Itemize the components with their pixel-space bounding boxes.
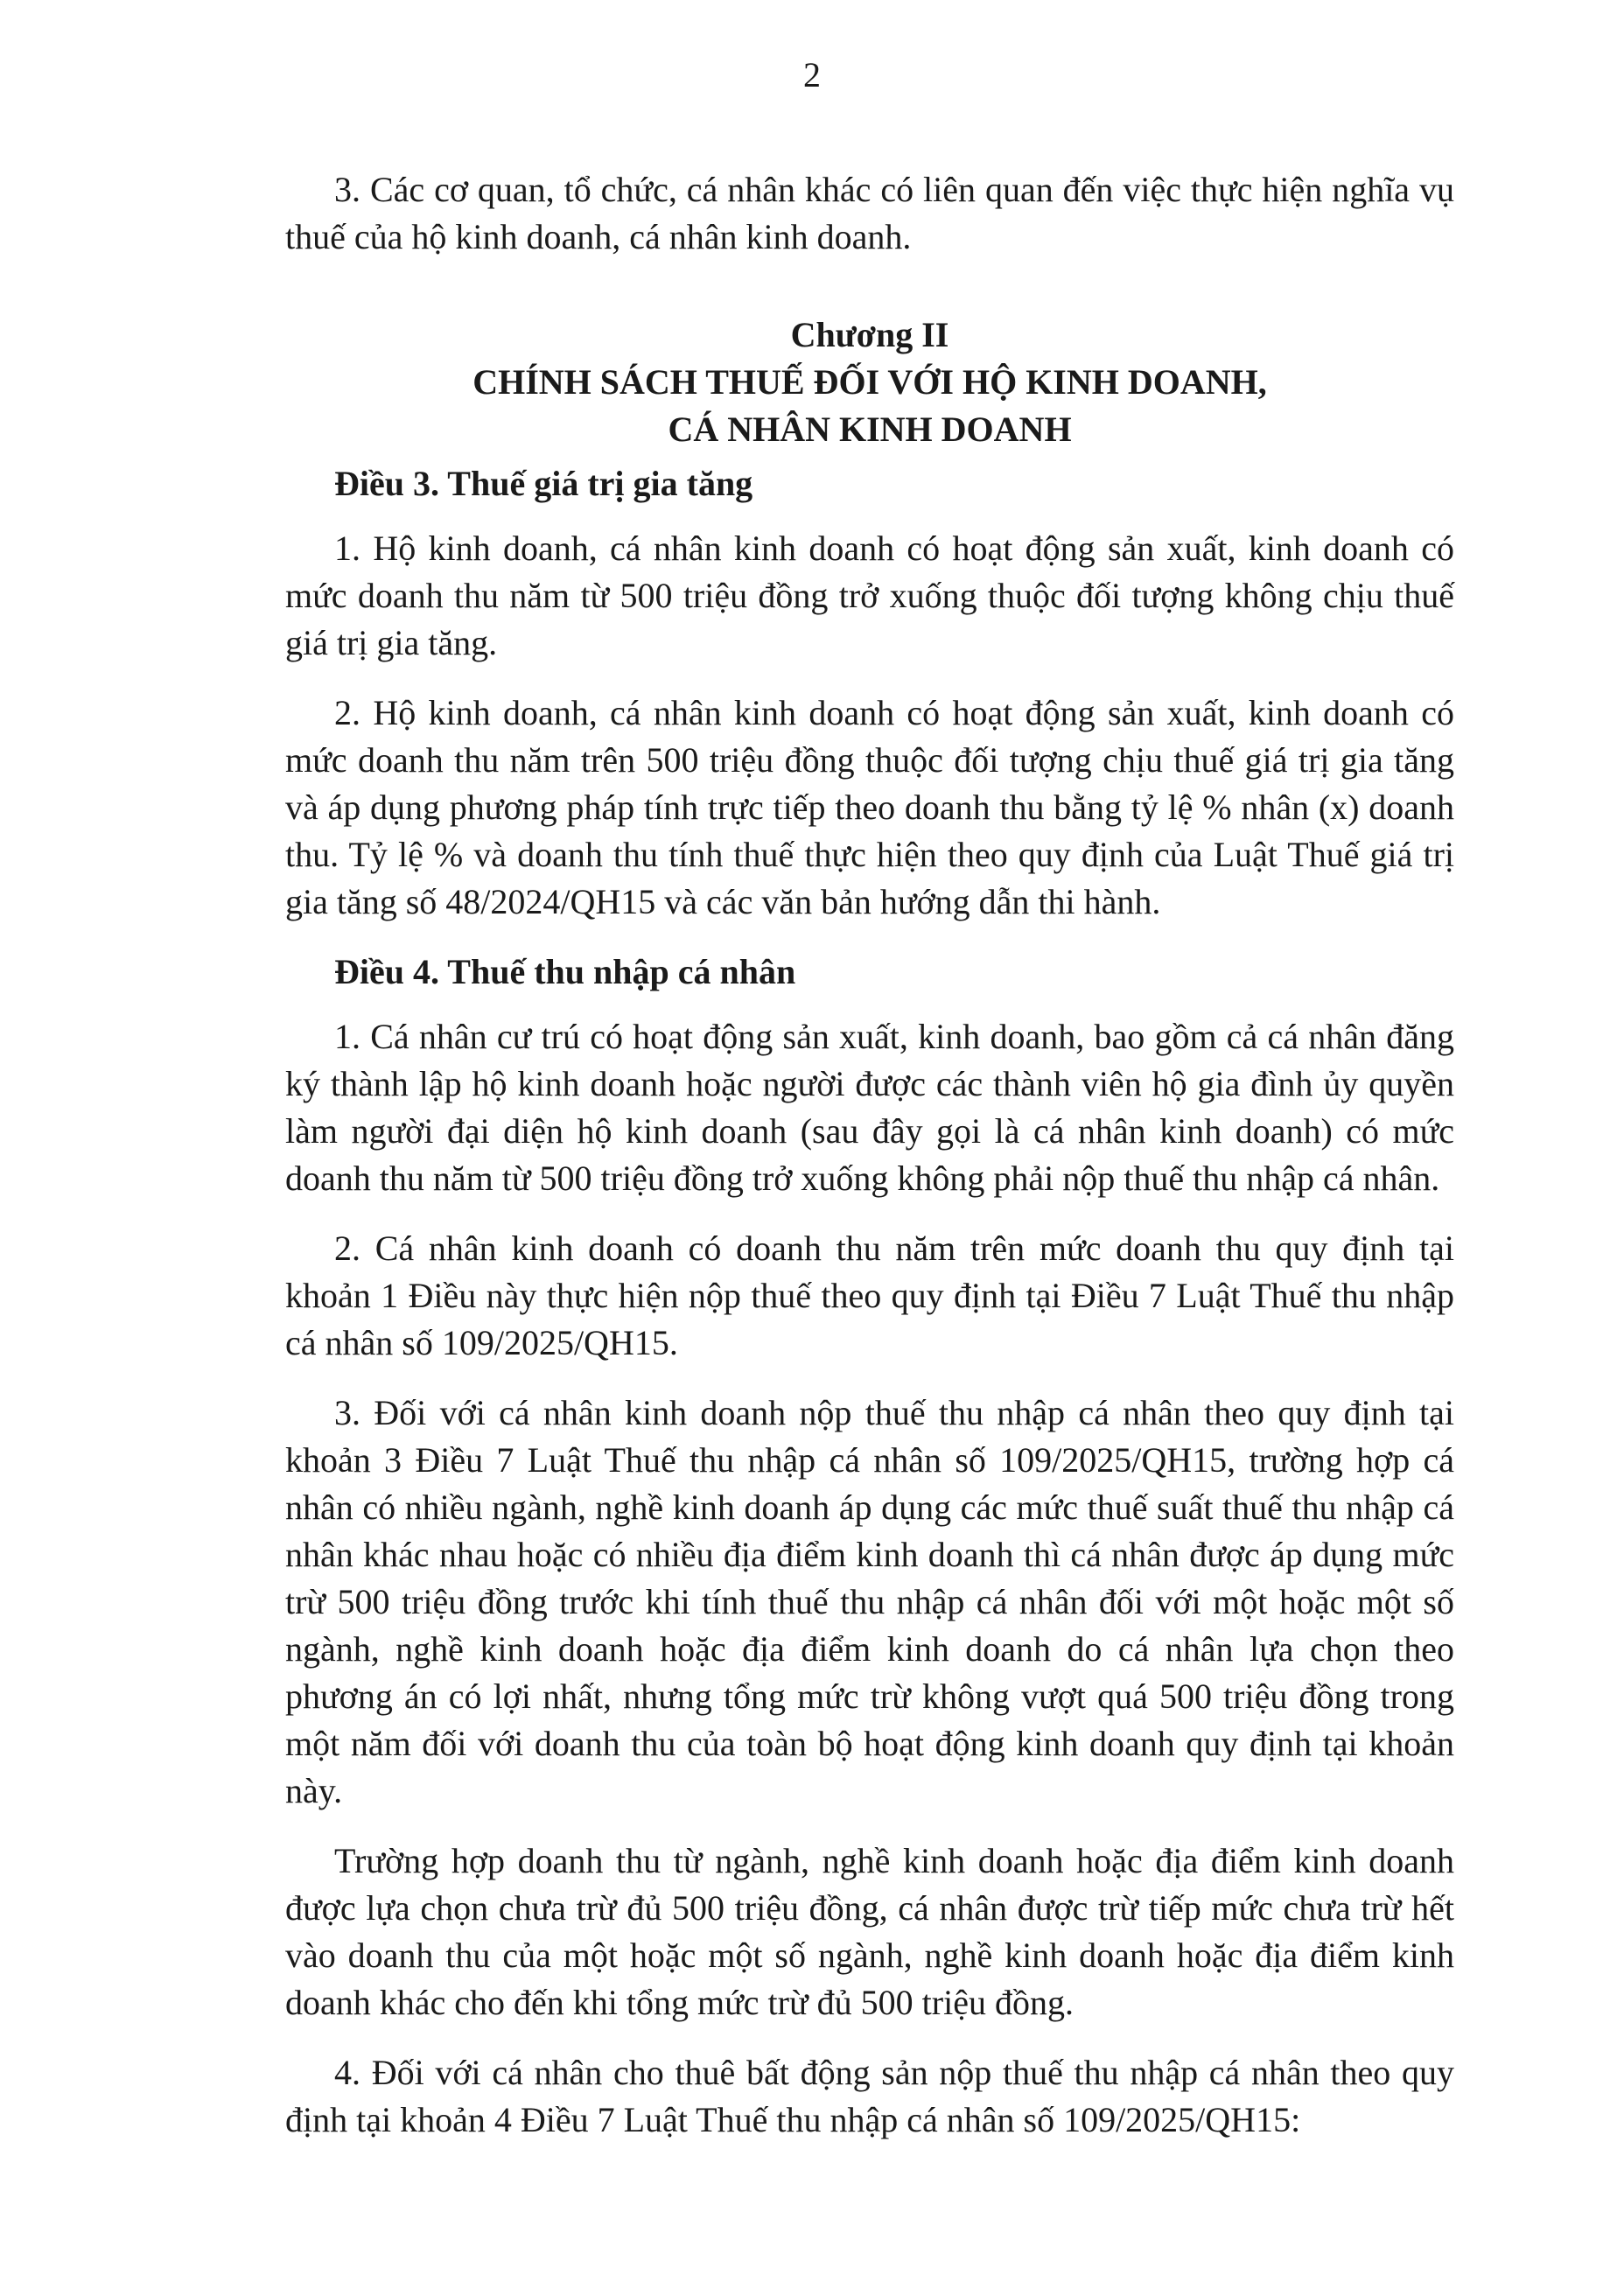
chapter-title-line1: CHÍNH SÁCH THUẾ ĐỐI VỚI HỘ KINH DOANH, (472, 362, 1267, 402)
article-4-clause-4: 4. Đối với cá nhân cho thuê bất động sản nộp thuế thu nhập cá nhân theo quy định tại khoản 4 Điều 7 Luật Thuế thu nhập cá nhân số 109/2025/QH15: (285, 2053, 1454, 2139)
document-body (285, 166, 1454, 2166)
chapter-label: Chương II (790, 315, 949, 354)
article-4-clause-2: 2. Cá nhân kinh doanh có doanh thu năm trên mức doanh thu quy định tại khoản 1 Điều này thực hiện nộp thuế theo quy định tại Điều 7 Luật Thuế thu nhập cá nhân số 109/2025/QH15. (285, 1228, 1454, 1362)
article-4-clause-3-continuation: Trường hợp doanh thu từ ngành, nghề kinh doanh hoặc địa điểm kinh doanh được lựa chọn chưa trừ đủ 500 triệu đồng, cá nhân được trừ tiếp mức chưa trừ hết vào doanh thu của một hoặc một số ngành, nghề kinh doanh hoặc địa điểm kinh doanh khác cho đến khi tổng mức trừ đủ 500 triệu đồng. (285, 1841, 1454, 2022)
article-3-clause-1: 1. Hộ kinh doanh, cá nhân kinh doanh có hoạt động sản xuất, kinh doanh có mức doanh thu năm từ 500 triệu đồng trở xuống thuộc đối tượng không chịu thuế giá trị gia tăng. (285, 528, 1454, 662)
intro-paragraph: 3. Các cơ quan, tổ chức, cá nhân khác có liên quan đến việc thực hiện nghĩa vụ thuế của hộ kinh doanh, cá nhân kinh doanh. (285, 170, 1454, 256)
article-4-heading: Điều 4. Thuế thu nhập cá nhân (334, 952, 796, 991)
chapter-heading (285, 312, 1454, 453)
article-3-heading: Điều 3. Thuế giá trị gia tăng (334, 464, 753, 503)
chapter-title-line2: CÁ NHÂN KINH DOANH (668, 410, 1072, 449)
article-3-clause-2: 2. Hộ kinh doanh, cá nhân kinh doanh có hoạt động sản xuất, kinh doanh có mức doanh thu năm trên 500 triệu đồng thuộc đối tượng chịu thuế giá trị gia tăng và áp dụng phương pháp tính trực tiếp theo doanh thu bằng tỷ lệ % nhân (x) doanh thu. Tỷ lệ % và doanh thu tính thuế thực hiện theo quy định của Luật Thuế giá trị gia tăng số 48/2024/QH15 và các văn bản hướng dẫn thi hành. (285, 693, 1454, 921)
page-number: 2 (803, 55, 821, 94)
article-4-clause-3: 3. Đối với cá nhân kinh doanh nộp thuế thu nhập cá nhân theo quy định tại khoản 3 Điều 7 Luật Thuế thu nhập cá nhân số 109/2025/QH15, trường hợp cá nhân có nhiều ngành, nghề kinh doanh áp dụng các mức thuế suất thuế thu nhập cá nhân khác nhau hoặc có nhiều địa điểm kinh doanh thì cá nhân được áp dụng mức trừ 500 triệu đồng trước khi tính thuế thu nhập cá nhân đối với một hoặc một số ngành, nghề kinh doanh hoặc địa điểm kinh doanh do cá nhân lựa chọn theo phương án có lợi nhất, nhưng tổng mức trừ không vượt quá 500 triệu đồng trong một năm đối với doanh thu của toàn bộ hoạt động kinh doanh quy định tại khoản này. (285, 1393, 1454, 1810)
article-4-clause-1: 1. Cá nhân cư trú có hoạt động sản xuất, kinh doanh, bao gồm cả cá nhân đăng ký thành lập hộ kinh doanh hoặc người được các thành viên hộ gia đình ủy quyền làm người đại diện hộ kinh doanh (sau đây gọi là cá nhân kinh doanh) có mức doanh thu năm từ 500 triệu đồng trở xuống không phải nộp thuế thu nhập cá nhân. (285, 1017, 1454, 1198)
